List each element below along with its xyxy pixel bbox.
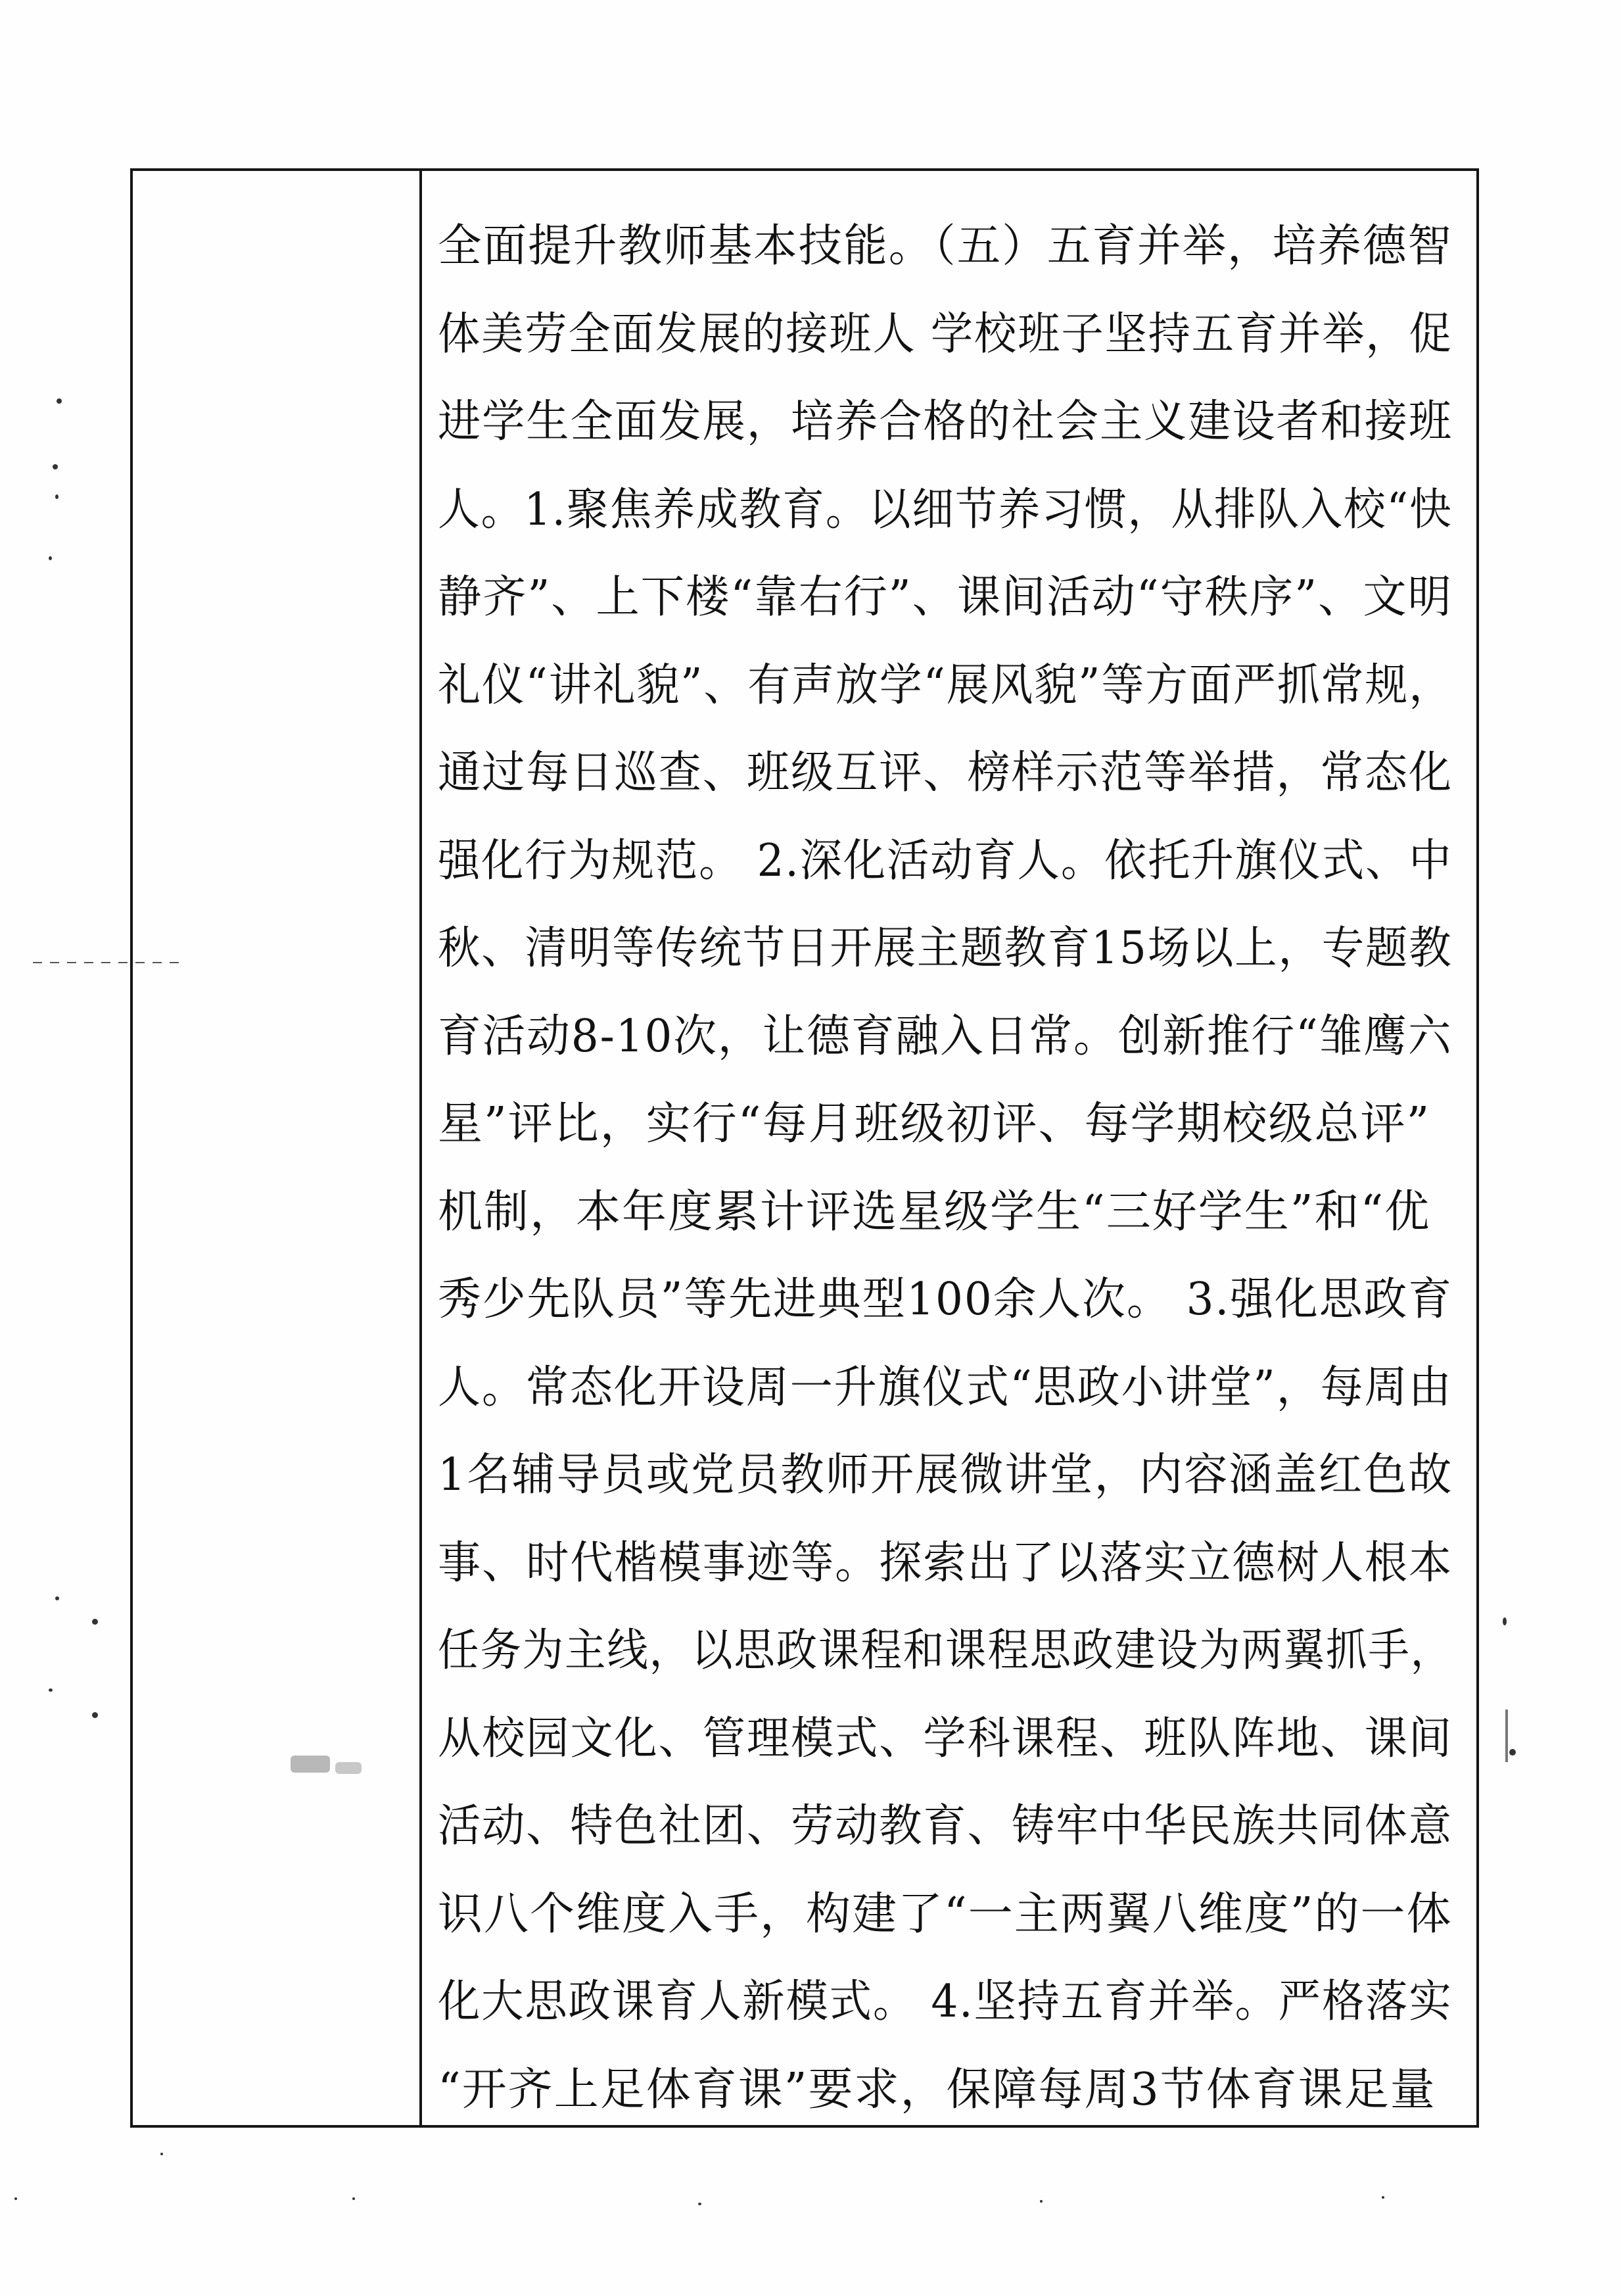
- scan-speck: [57, 398, 62, 404]
- scan-speck: [14, 2197, 17, 2200]
- text-line: 静齐”、上下楼“靠右行”、课间活动“守秩序”、文明: [438, 571, 1453, 623]
- text-line: 事、时代楷模事迹等。探索出了以落实立德树人根本: [438, 1537, 1453, 1589]
- text-line: 星”评比，实行“每月班级初评、每学期校级总评”: [438, 1098, 1431, 1150]
- text-line: 礼仪“讲礼貌”、有声放学“展风貌”等方面严抓常规，: [438, 659, 1453, 711]
- scan-speck: [1509, 1749, 1516, 1756]
- scan-speck: [55, 1596, 59, 1600]
- scan-speck: [1382, 2196, 1384, 2199]
- scan-speck: [49, 1688, 53, 1692]
- text-line: 育活动8-10次，让德育融入日常。创新推行“雏鹰六: [438, 1010, 1453, 1063]
- text-line: 秀少先队员”等先进典型100余人次。 3.强化思政育: [438, 1274, 1453, 1326]
- text-line: 通过每日巡查、班级互评、榜样示范等举措，常态化: [438, 747, 1453, 799]
- scan-speck: [1505, 1710, 1508, 1762]
- text-line: 任务为主线，以思政课程和课程思政建设为两翼抓手，: [438, 1625, 1453, 1677]
- text-line: 人。1.聚焦养成教育。以细节养习惯，从排队入校“快: [438, 483, 1453, 536]
- text-line: 1名辅导员或党员教师开展微讲堂，内容涵盖红色故: [438, 1449, 1453, 1501]
- body-text: [438, 203, 1453, 2134]
- scan-speck: [92, 1712, 98, 1718]
- content-table: [130, 168, 1479, 2128]
- text-line: 机制，本年度累计评选星级学生“三好学生”和“优: [438, 1185, 1431, 1238]
- scan-speck: [1503, 1617, 1507, 1625]
- text-line: “开齐上足体育课”要求，保障每周3节体育课足量: [438, 2063, 1436, 2116]
- scan-speck: [49, 556, 52, 560]
- text-line: 化大思政课育人新模式。 4.坚持五育并举。严格落实: [438, 1976, 1453, 2028]
- text-line: 全面提升教师基本技能。（五）五育并举，培养德智: [438, 220, 1453, 272]
- scan-speck: [53, 464, 58, 469]
- table-label-cell: [133, 171, 422, 2125]
- text-line: 人。常态化开设周一升旗仪式“思政小讲堂”，每周由: [438, 1361, 1453, 1414]
- scan-speck: [1040, 2200, 1043, 2203]
- scan-speck: [352, 2197, 355, 2200]
- text-line: 进学生全面发展，培养合格的社会主义建设者和接班: [438, 396, 1453, 448]
- text-line: 秋、清明等传统节日开展主题教育15场以上，专题教: [438, 922, 1453, 974]
- text-line: 识八个维度入手，构建了“一主两翼八维度”的一体: [438, 1888, 1453, 1940]
- text-line: 强化行为规范。 2.深化活动育人。依托升旗仪式、中: [438, 834, 1453, 887]
- scan-speck: [55, 494, 59, 499]
- scan-speck: [160, 2153, 163, 2155]
- text-line: 从校园文化、管理模式、学科课程、班队阵地、课间: [438, 1712, 1453, 1765]
- text-line: 活动、特色社团、劳动教育、铸牢中华民族共同体意: [438, 1800, 1453, 1852]
- scan-speck: [92, 1619, 98, 1625]
- scan-speck: [698, 2203, 701, 2205]
- text-line: 体美劳全面发展的接班人 学校班子坚持五育并举，促: [438, 308, 1453, 360]
- table-content-cell: [425, 171, 1476, 2125]
